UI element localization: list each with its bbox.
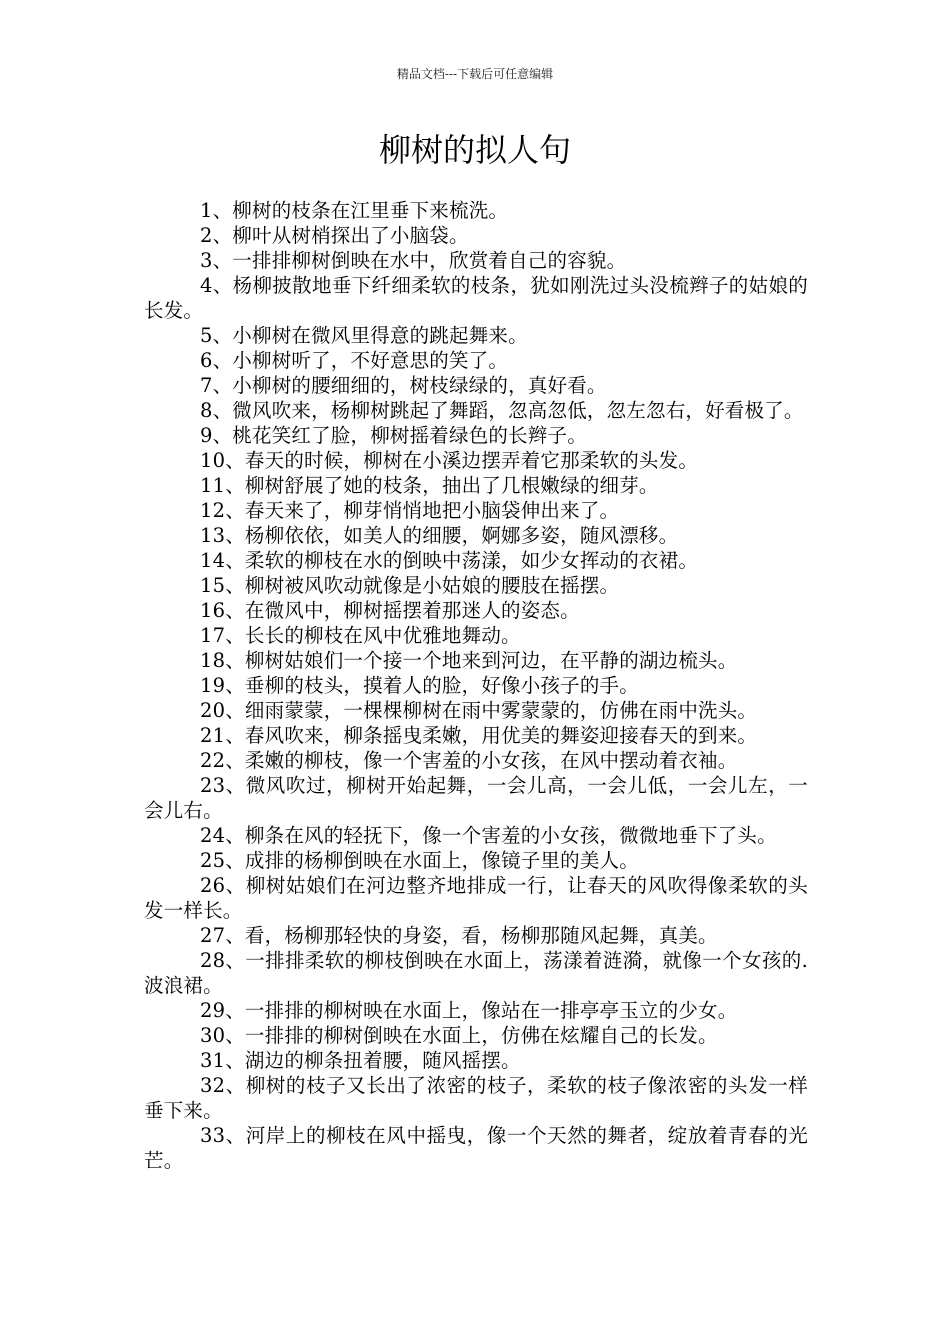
sentence-item: 21、春风吹来，柳条摇曳柔嫩，用优美的舞姿迎接春天的到来。	[200, 724, 758, 747]
sentence-item: 32、柳树的枝子又长出了浓密的枝子，柔软的枝子像浓密的头发一样垂下来。	[144, 1074, 808, 1122]
sentence-item: 18、柳树姑娘们一个接一个地来到河边，在平静的湖边梳头。	[200, 649, 738, 672]
sentence-item: 25、成排的杨柳倒映在水面上，像镜子里的美人。	[200, 849, 639, 872]
sentence-item: 10、春天的时候，柳树在小溪边摆弄着它那柔软的头发。	[200, 449, 699, 472]
document-title: 柳树的拟人句	[378, 131, 571, 169]
sentence-item: 26、柳树姑娘们在河边整齐地排成一行，让春天的风吹得像柔软的头发一样长。	[144, 874, 808, 922]
sentence-item: 31、湖边的柳条扭着腰，随风摇摆。	[200, 1049, 521, 1072]
sentence-item: 19、垂柳的枝头，摸着人的脸，好像小孩子的手。	[200, 674, 639, 697]
sentence-item: 9、桃花笑红了脸，柳树摇着绿色的长辫子。	[200, 424, 587, 447]
sentence-item: 2、柳叶从树梢探出了小脑袋。	[200, 224, 469, 247]
sentence-item: 27、看，杨柳那轻快的身姿，看，杨柳那随风起舞，真美。	[200, 924, 718, 947]
sentence-item: 16、在微风中，柳树摇摆着那迷人的姿态。	[200, 599, 580, 622]
sentence-item: 29、一排排的柳树映在水面上，像站在一排亭亭玉立的少女。	[200, 999, 738, 1022]
sentence-item: 33、河岸上的柳枝在风中摇曳，像一个天然的舞者，绽放着青春的光芒。	[144, 1124, 808, 1172]
sentence-item: 15、柳树被风吹动就像是小姑娘的腰肢在摇摆。	[200, 574, 620, 597]
sentence-item: 22、柔嫩的柳枝，像一个害羞的小女孩，在风中摆动着衣袖。	[200, 749, 738, 772]
sentence-item: 4、杨柳披散地垂下纤细柔软的枝条，犹如刚洗过头没梳辫子的姑娘的长发。	[144, 274, 808, 322]
sentence-item: 13、杨柳依依，如美人的细腰，婀娜多姿，随风漂移。	[200, 524, 679, 547]
sentence-item: 7、小柳树的腰细细的，树枝绿绿的，真好看。	[200, 374, 607, 397]
sentence-item: 30、一排排的柳树倒映在水面上，仿佛在炫耀自己的长发。	[200, 1024, 718, 1047]
sentence-item: 8、微风吹来，杨柳树跳起了舞蹈，忽高忽低，忽左忽右，好看极了。	[200, 399, 804, 422]
sentence-item: 11、柳树舒展了她的枝条，抽出了几根嫩绿的细芽。	[200, 474, 659, 497]
sentence-item: 6、小柳树听了，不好意思的笑了。	[200, 349, 509, 372]
sentence-item: 28、一排排柔软的柳枝倒映在水面上，荡漾着涟漪，就像一个女孩的.波浪裙。	[144, 949, 808, 997]
sentence-item: 5、小柳树在微风里得意的跳起舞来。	[200, 324, 528, 347]
sentence-item: 1、柳树的枝条在江里垂下来梳洗。	[200, 199, 509, 222]
sentence-item: 14、柔软的柳枝在水的倒映中荡漾，如少女挥动的衣裙。	[200, 549, 699, 572]
sentence-list	[144, 198, 808, 1173]
sentence-item: 24、柳条在风的轻抚下，像一个害羞的小女孩，微微地垂下了头。	[200, 824, 777, 847]
sentence-item: 3、一排排柳树倒映在水中，欣赏着自己的容貌。	[200, 249, 627, 272]
sentence-item: 12、春天来了，柳芽悄悄地把小脑袋伸出来了。	[200, 499, 620, 522]
sentence-item: 17、长长的柳枝在风中优雅地舞动。	[200, 624, 521, 647]
sentence-item: 20、细雨蒙蒙，一棵棵柳树在雨中雾蒙蒙的，仿佛在雨中洗头。	[200, 699, 758, 722]
header-note: 精品文档---下载后可任意编辑	[396, 67, 554, 81]
sentence-item: 23、微风吹过，柳树开始起舞，一会儿高，一会儿低，一会儿左，一会儿右。	[144, 774, 808, 822]
